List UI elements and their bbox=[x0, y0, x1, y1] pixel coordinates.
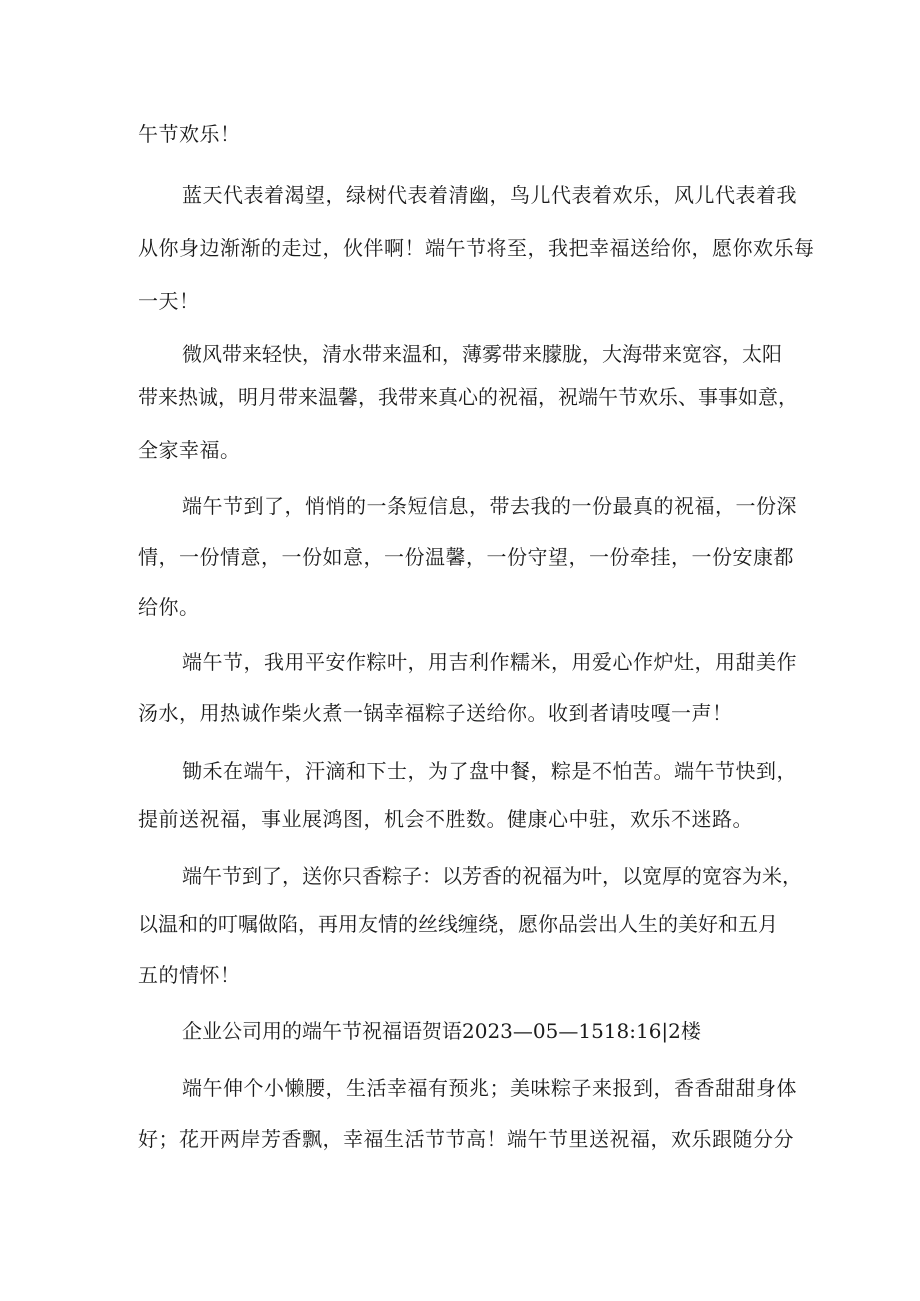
text-line: 端午伸个小懒腰，生活幸福有预兆；美味粽子来报到，香香甜甜身体 bbox=[182, 1076, 797, 1100]
text-line: 微风带来轻快，清水带来温和，薄雾带来朦胧，大海带来宽容，太阳 bbox=[182, 342, 782, 366]
text-line: 汤水，用热诚作柴火煮一锅幸福粽子送给你。收到者请吱嘎一声！ bbox=[138, 701, 733, 725]
text-line: 锄禾在端午，汗滴和下士，为了盘中餐，粽是不怕苦。端午节快到， bbox=[182, 759, 797, 783]
text-line: 全家幸福。 bbox=[138, 438, 241, 462]
text-line: 带来热诚，明月带来温馨，我带来真心的祝福，祝端午节欢乐、事事如意， bbox=[138, 385, 798, 409]
text-line: 从你身边渐渐的走过，伙伴啊！端午节将至，我把幸福送给你，愿你欢乐每 bbox=[138, 236, 815, 260]
text-line: 一天！ bbox=[138, 289, 200, 313]
text-line: 以温和的叮嘱做陷，再用友情的丝线缠绕，愿你品尝出人生的美好和五月 bbox=[138, 912, 778, 936]
text-line: 五的情怀！ bbox=[138, 963, 241, 987]
section-heading: 企业公司用的端午节祝福语贺语2023—05—1518:16|2楼 bbox=[182, 1019, 701, 1043]
text-line: 端午节到了，悄悄的一条短信息，带去我的一份最真的祝福，一份深 bbox=[182, 494, 797, 518]
text-line: 提前送祝福，事业展鸿图，机会不胜数。健康心中驻，欢乐不迷路。 bbox=[138, 807, 753, 831]
text-line: 好；花开两岸芳香飘，幸福生活节节高！端午节里送祝福，欢乐跟随分分 bbox=[138, 1127, 794, 1151]
text-line: 给你。 bbox=[138, 595, 200, 619]
text-line: 午节欢乐！ bbox=[138, 122, 241, 146]
text-line: 端午节，我用平安作粽叶，用吉利作糯米，用爱心作炉灶，用甜美作 bbox=[182, 650, 797, 674]
text-line: 蓝天代表着渴望，绿树代表着清幽，鸟儿代表着欢乐，风儿代表着我 bbox=[182, 183, 797, 207]
text-line: 端午节到了，送你只香粽子：以芳香的祝福为叶，以宽厚的宽容为米， bbox=[182, 864, 802, 888]
text-line: 情，一份情意，一份如意，一份温馨，一份守望，一份牵挂，一份安康都 bbox=[138, 545, 794, 569]
